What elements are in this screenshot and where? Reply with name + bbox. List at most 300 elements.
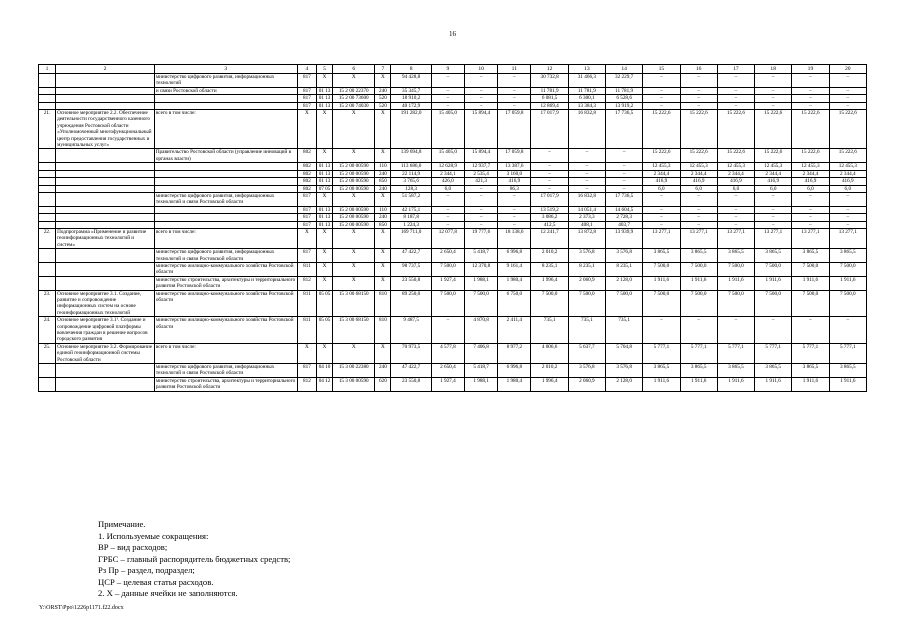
table-cell: – xyxy=(465,102,498,109)
table-cell: всего в том числе: xyxy=(154,343,297,363)
table-cell xyxy=(39,262,56,276)
table-cell: – xyxy=(792,74,829,88)
table-cell xyxy=(39,74,56,88)
table-row xyxy=(39,178,867,185)
table-cell: 15 222,6 xyxy=(829,149,866,163)
table-row xyxy=(39,95,867,102)
table-cell: 7 500,0 xyxy=(431,290,464,317)
table-cell xyxy=(154,95,297,102)
table-cell xyxy=(154,206,297,213)
table-cell: 812 xyxy=(297,377,316,391)
table-cell: 15 222,6 xyxy=(643,149,680,163)
table-cell: 31 466,3 xyxy=(568,74,605,88)
table-cell: 6 996,8 xyxy=(498,249,531,263)
table-cell: – xyxy=(431,95,464,102)
table-cell xyxy=(56,102,155,109)
table-cell: 6 750,0 xyxy=(498,290,531,317)
table-cell: 240 xyxy=(375,185,391,192)
table-cell: 16 832,8 xyxy=(568,192,605,206)
table-cell: 416,9 xyxy=(829,178,866,185)
table-cell: 15 222,6 xyxy=(792,149,829,163)
table-cell: 2 411,4 xyxy=(498,317,531,344)
table-cell: 2 535,4 xyxy=(465,170,498,177)
table-cell: 17 059,8 xyxy=(498,149,531,163)
table-cell: 3 160,0 xyxy=(498,170,531,177)
table-row xyxy=(39,249,867,263)
table-cell: – xyxy=(829,317,866,344)
table-cell: 110 xyxy=(375,163,391,170)
table-cell: – xyxy=(531,185,568,192)
table-cell: 810 xyxy=(375,290,391,317)
header-cell: 12 xyxy=(531,65,568,74)
table-cell: 408,1 xyxy=(568,221,605,228)
table-cell: 12 455,3 xyxy=(643,163,680,170)
table-cell: 5 704,8 xyxy=(606,343,643,363)
table-cell: X xyxy=(316,262,332,276)
table-cell xyxy=(56,276,155,290)
table-cell: 12 455,3 xyxy=(755,163,792,170)
table-cell: 9 161,4 xyxy=(498,262,531,276)
table-row xyxy=(39,377,867,391)
table-cell: 1 224,3 xyxy=(391,221,431,228)
table-cell: 817 xyxy=(297,74,316,88)
table-cell: – xyxy=(829,192,866,206)
table-cell: 1 980,4 xyxy=(498,276,531,290)
table-cell: – xyxy=(498,102,531,109)
table-cell: 35 345,7 xyxy=(391,87,431,94)
table-cell xyxy=(154,178,297,185)
table-cell: – xyxy=(717,102,754,109)
table-cell: 17 059,8 xyxy=(498,110,531,149)
header-cell: 9 xyxy=(431,65,464,74)
table-row xyxy=(39,276,867,290)
table-row xyxy=(39,290,867,317)
table-cell: – xyxy=(717,192,754,206)
table-cell: министерство строительства, архитектуры и территориального развития Ростовской области xyxy=(154,377,297,391)
table-cell: – xyxy=(568,163,605,170)
table-cell: 8 235,1 xyxy=(568,262,605,276)
table-cell: министерство цифрового развития, информационных технологий и связи Ростовской области xyxy=(154,249,297,263)
table-cell: X xyxy=(375,343,391,363)
table-cell: министерство цифрового развития, информационных технологий и связи Ростовской области xyxy=(154,364,297,378)
table-cell: 421,3 xyxy=(465,178,498,185)
table-cell: 13 277,1 xyxy=(680,228,717,248)
table-row xyxy=(39,214,867,221)
table-cell: 416,9 xyxy=(717,178,754,185)
table-cell: – xyxy=(498,87,531,94)
table-cell: 2 650,4 xyxy=(431,364,464,378)
table-cell: 3 765,6 xyxy=(391,178,431,185)
table-row xyxy=(39,149,867,163)
table-cell: 7 500,0 xyxy=(755,262,792,276)
table-cell: 23 550,8 xyxy=(391,276,431,290)
table-cell: 18 910,2 xyxy=(391,95,431,102)
table-cell: 7 500,0 xyxy=(531,290,568,317)
table-cell: X xyxy=(316,228,332,248)
table-cell: – xyxy=(717,87,754,94)
table-cell: 817 xyxy=(297,214,316,221)
table-cell: – xyxy=(792,192,829,206)
table-cell: – xyxy=(606,185,643,192)
table-cell: – xyxy=(829,74,866,88)
table-cell: 15 2 00 73600 xyxy=(333,95,375,102)
table-cell: 2 344,4 xyxy=(755,170,792,177)
table-cell: 15 2 00 22370 xyxy=(333,87,375,94)
table-cell: 01 13 xyxy=(316,163,332,170)
table-cell: 8 977,2 xyxy=(498,343,531,363)
table-cell: 15 3 00 68150 xyxy=(333,317,375,344)
table-cell: 24. xyxy=(39,317,56,344)
table-cell: – xyxy=(498,192,531,206)
table-cell: 2 728,3 xyxy=(606,214,643,221)
table-cell: – xyxy=(829,214,866,221)
table-cell: 802 xyxy=(297,149,316,163)
table-cell: 12 241,7 xyxy=(531,228,568,248)
table-cell: – xyxy=(606,170,643,177)
table-cell: 15 222,6 xyxy=(717,110,754,149)
table-cell: – xyxy=(829,102,866,109)
table-cell: 2 344,4 xyxy=(643,170,680,177)
table-cell: X xyxy=(333,110,375,149)
note-line: ВР – вид расходов; xyxy=(98,542,168,552)
table-cell xyxy=(39,364,56,378)
table-cell: 811 xyxy=(297,290,316,317)
header-cell: 1 xyxy=(39,65,56,74)
table-cell: – xyxy=(498,206,531,213)
table-cell: – xyxy=(755,192,792,206)
table-cell: 7 500,0 xyxy=(680,290,717,317)
table-cell: 1 911,6 xyxy=(680,377,717,391)
table-cell: 01 13 xyxy=(316,206,332,213)
table-cell: 520 xyxy=(375,95,391,102)
footer-file-path: Y:\ORST\Ppo\1226p1171.f22.docx xyxy=(39,605,124,611)
table-cell: 817 xyxy=(297,206,316,213)
table-cell: 15 222,6 xyxy=(829,110,866,149)
table-cell xyxy=(39,221,56,228)
table-cell: 6,0 xyxy=(431,185,464,192)
table-cell: 1 996,4 xyxy=(531,377,568,391)
page-number: 16 xyxy=(449,30,456,38)
table-cell: 86,3 xyxy=(498,185,531,192)
table-cell: 6,0 xyxy=(680,185,717,192)
table-cell: X xyxy=(333,74,375,88)
table-cell: – xyxy=(792,221,829,228)
table-cell: 6,0 xyxy=(829,185,866,192)
note-line: 1. Используемые сокращения: xyxy=(98,530,209,541)
table-cell xyxy=(154,214,297,221)
table-cell: 3 576,8 xyxy=(568,364,605,378)
table-cell: 2 010,2 xyxy=(531,249,568,263)
table-cell: X xyxy=(375,192,391,206)
table-cell: – xyxy=(829,221,866,228)
table-cell: 3 865,5 xyxy=(643,249,680,263)
table-cell: 12 869,4 xyxy=(531,102,568,109)
note-line: ЦСР – целевая статья расходов. xyxy=(98,576,214,587)
table-cell: министерство жилищно-коммунального хозяйства Ростовской области xyxy=(154,317,297,344)
table-cell: 01 13 xyxy=(316,214,332,221)
table-cell: 3 865,5 xyxy=(680,364,717,378)
table-cell: – xyxy=(643,192,680,206)
table-row xyxy=(39,87,867,94)
table-cell: – xyxy=(792,214,829,221)
table-cell: – xyxy=(643,74,680,88)
table-cell xyxy=(56,95,155,102)
table-cell xyxy=(56,206,155,213)
table-cell: 7 406,8 xyxy=(465,343,498,363)
table-cell: 7 500,0 xyxy=(755,290,792,317)
table-cell: 3 865,5 xyxy=(829,249,866,263)
table-cell: 7 500,0 xyxy=(792,290,829,317)
table-cell: 240 xyxy=(375,170,391,177)
table-cell xyxy=(56,214,155,221)
table-cell: 19 777,6 xyxy=(465,228,498,248)
table-cell: 4 577,8 xyxy=(431,343,464,363)
table-cell: – xyxy=(680,102,717,109)
header-cell: 18 xyxy=(755,65,792,74)
table-cell xyxy=(154,163,297,170)
table-cell: – xyxy=(431,221,464,228)
table-cell: – xyxy=(680,74,717,88)
table-cell: – xyxy=(755,214,792,221)
table-cell: 2 060,9 xyxy=(568,377,605,391)
table-cell: 15 2 00 00590 xyxy=(333,178,375,185)
table-cell: и связи Ростовской области xyxy=(154,87,297,94)
table-cell: 13 277,1 xyxy=(792,228,829,248)
table-cell: 240 xyxy=(375,214,391,221)
table-cell xyxy=(39,102,56,109)
table-cell: 1 911,6 xyxy=(680,276,717,290)
table-cell: 05 05 xyxy=(316,290,332,317)
note-line: 2. Х – данные ячейки не заполняются. xyxy=(98,588,238,598)
table-cell: 426,0 xyxy=(431,178,464,185)
table-cell: X xyxy=(375,74,391,88)
table-cell: 6 081,5 xyxy=(531,95,568,102)
table-cell: – xyxy=(792,87,829,94)
header-cell: 2 xyxy=(56,65,155,74)
table-cell: – xyxy=(531,178,568,185)
table-cell: 1 911,6 xyxy=(717,377,754,391)
table-cell: – xyxy=(755,87,792,94)
table-cell: 15 222,6 xyxy=(643,110,680,149)
header-cell: 3 xyxy=(154,65,297,74)
table-cell: – xyxy=(465,221,498,228)
table-cell: 416,9 xyxy=(755,178,792,185)
table-cell: 240 xyxy=(375,364,391,378)
table-cell: 21. xyxy=(39,110,56,149)
table-row xyxy=(39,206,867,213)
table-cell: 802 xyxy=(297,178,316,185)
table-cell xyxy=(39,192,56,206)
table-cell: 2 060,9 xyxy=(568,276,605,290)
table-cell: 7 500,0 xyxy=(792,262,829,276)
table-cell: Основное мероприятие 3.1¹. Создание и сопровождение цифровой платформы вовлечения граждан в решение вопросов городского развития xyxy=(56,317,155,344)
table-row xyxy=(39,262,867,276)
table-cell: 15 894,4 xyxy=(465,110,498,149)
table-cell xyxy=(39,185,56,192)
table-cell: 520 xyxy=(375,102,391,109)
table-cell: 15 405,0 xyxy=(431,110,464,149)
table-cell: 139 694,8 xyxy=(391,149,431,163)
table-cell: – xyxy=(568,170,605,177)
table-cell: 12 455,3 xyxy=(792,163,829,170)
table-cell: 17 736,5 xyxy=(606,110,643,149)
table-cell: – xyxy=(755,221,792,228)
table-cell: 13 277,1 xyxy=(643,228,680,248)
table-cell: X xyxy=(333,343,375,363)
table-cell: 3 865,5 xyxy=(792,249,829,263)
table-row xyxy=(39,170,867,177)
table-cell: 817 xyxy=(297,221,316,228)
table-cell: 12 455,3 xyxy=(717,163,754,170)
table-cell: – xyxy=(792,317,829,344)
table-cell: X xyxy=(297,343,316,363)
table-cell: 14 604,5 xyxy=(606,206,643,213)
table-cell: 70 973,5 xyxy=(391,343,431,363)
table-cell: 13 919,2 xyxy=(606,102,643,109)
table-cell: – xyxy=(531,149,568,163)
table-cell: министерство строительства, архитектуры и территориального развития Ростовской области xyxy=(154,276,297,290)
table-cell xyxy=(56,249,155,263)
table-cell: 4 870,8 xyxy=(465,317,498,344)
table-cell: 15 222,6 xyxy=(680,110,717,149)
header-cell: 14 xyxy=(606,65,643,74)
table-cell: 6,0 xyxy=(792,185,829,192)
table-cell: – xyxy=(568,185,605,192)
table-cell: 22. xyxy=(39,228,56,248)
table-cell: – xyxy=(431,74,464,88)
table-cell: 15 2 00 00590 xyxy=(333,170,375,177)
table-cell: – xyxy=(606,149,643,163)
table-cell: 7 500,0 xyxy=(643,262,680,276)
table-cell: министерство жилищно-коммунального хозяйства Ростовской области xyxy=(154,290,297,317)
table-cell xyxy=(56,192,155,206)
table-header-row xyxy=(39,65,867,74)
table-cell xyxy=(154,185,297,192)
table-cell xyxy=(154,170,297,177)
table-row xyxy=(39,192,867,206)
table-cell: 1 911,6 xyxy=(755,276,792,290)
table-cell: 15 222,6 xyxy=(680,149,717,163)
table-cell: 1 988,1 xyxy=(465,377,498,391)
table-cell: 01 13 xyxy=(316,95,332,102)
table-cell: – xyxy=(465,185,498,192)
table-cell: 94 428,8 xyxy=(391,74,431,88)
table-cell: 2 650,4 xyxy=(431,249,464,263)
table-cell: 3 865,5 xyxy=(829,364,866,378)
table-cell: 1 927,4 xyxy=(431,377,464,391)
table-cell: 11 781,9 xyxy=(531,87,568,94)
table-cell xyxy=(39,214,56,221)
table-cell: X xyxy=(375,228,391,248)
table-cell: 15 2 00 00590 xyxy=(333,163,375,170)
table-cell: – xyxy=(717,95,754,102)
table-cell: 802 xyxy=(297,163,316,170)
table-cell: – xyxy=(431,206,464,213)
table-cell: – xyxy=(680,87,717,94)
table-cell: 7 500,0 xyxy=(431,262,464,276)
table-cell: 5 418,7 xyxy=(465,249,498,263)
table-cell: министерство жилищно-коммунального хозяйства Ростовской области xyxy=(154,262,297,276)
table-cell: – xyxy=(717,206,754,213)
table-cell: 12 455,3 xyxy=(680,163,717,170)
table-cell: – xyxy=(717,317,754,344)
table-cell: 7 500,0 xyxy=(717,262,754,276)
table-cell xyxy=(39,149,56,163)
table-cell: 23 550,8 xyxy=(391,377,431,391)
table-cell: – xyxy=(829,87,866,94)
table-cell: 3 086,2 xyxy=(531,214,568,221)
table-cell: 05 05 xyxy=(316,317,332,344)
table-cell: 5 777,1 xyxy=(717,343,754,363)
table-cell: 1 927,4 xyxy=(431,276,464,290)
table-cell: 15 222,6 xyxy=(755,110,792,149)
table-cell: – xyxy=(829,95,866,102)
table-cell: X xyxy=(375,262,391,276)
table-cell: 1 911,6 xyxy=(829,377,866,391)
table-cell xyxy=(56,377,155,391)
table-cell: 8 235,1 xyxy=(531,262,568,276)
table-cell: – xyxy=(531,163,568,170)
table-cell: – xyxy=(498,214,531,221)
table-cell: X xyxy=(316,343,332,363)
table-cell: – xyxy=(680,192,717,206)
table-cell: 13 277,1 xyxy=(829,228,866,248)
table-cell: 5 777,1 xyxy=(755,343,792,363)
table-cell: – xyxy=(431,317,464,344)
table-cell: 403,7 xyxy=(606,221,643,228)
table-cell: 42 175,1 xyxy=(391,206,431,213)
table-cell: – xyxy=(431,192,464,206)
table-cell: 15 2 00 74030 xyxy=(333,102,375,109)
table-cell: Подпрограмма «Применение и развитие геоинформационных технологий и систем» xyxy=(56,228,155,248)
table-cell: 15 222,6 xyxy=(717,149,754,163)
table-cell: 1 911,6 xyxy=(755,377,792,391)
table-cell: X xyxy=(375,149,391,163)
table-cell: 13 384,3 xyxy=(568,102,605,109)
table-cell: 07 05 xyxy=(316,185,332,192)
table-cell: X xyxy=(333,262,375,276)
table-cell: X xyxy=(333,249,375,263)
table-cell: 811 xyxy=(297,262,316,276)
table-cell: X xyxy=(333,276,375,290)
table-cell: 15 222,6 xyxy=(755,149,792,163)
header-cell: 13 xyxy=(568,65,605,74)
table-cell: 14 051,4 xyxy=(568,206,605,213)
table-cell: 17 736,5 xyxy=(606,192,643,206)
table-cell: – xyxy=(431,214,464,221)
table-cell: – xyxy=(755,102,792,109)
table-cell: 15 405,0 xyxy=(431,149,464,163)
header-cell: 8 xyxy=(391,65,431,74)
table-cell: всего в том числе: xyxy=(154,110,297,149)
table-cell: – xyxy=(568,178,605,185)
table-cell: 89 250,0 xyxy=(391,290,431,317)
table-cell: 850 xyxy=(375,178,391,185)
header-cell: 15 xyxy=(643,65,680,74)
table-cell: 6,0 xyxy=(755,185,792,192)
table-cell: – xyxy=(680,95,717,102)
table-cell: 01 13 xyxy=(316,178,332,185)
header-cell: 11 xyxy=(498,65,531,74)
table-cell: – xyxy=(755,317,792,344)
table-cell xyxy=(39,276,56,290)
table-cell: 110 xyxy=(375,206,391,213)
table-row xyxy=(39,110,867,149)
table-cell: 735,1 xyxy=(531,317,568,344)
table-cell xyxy=(154,221,297,228)
table-cell: – xyxy=(643,214,680,221)
table-cell: 802 xyxy=(297,185,316,192)
